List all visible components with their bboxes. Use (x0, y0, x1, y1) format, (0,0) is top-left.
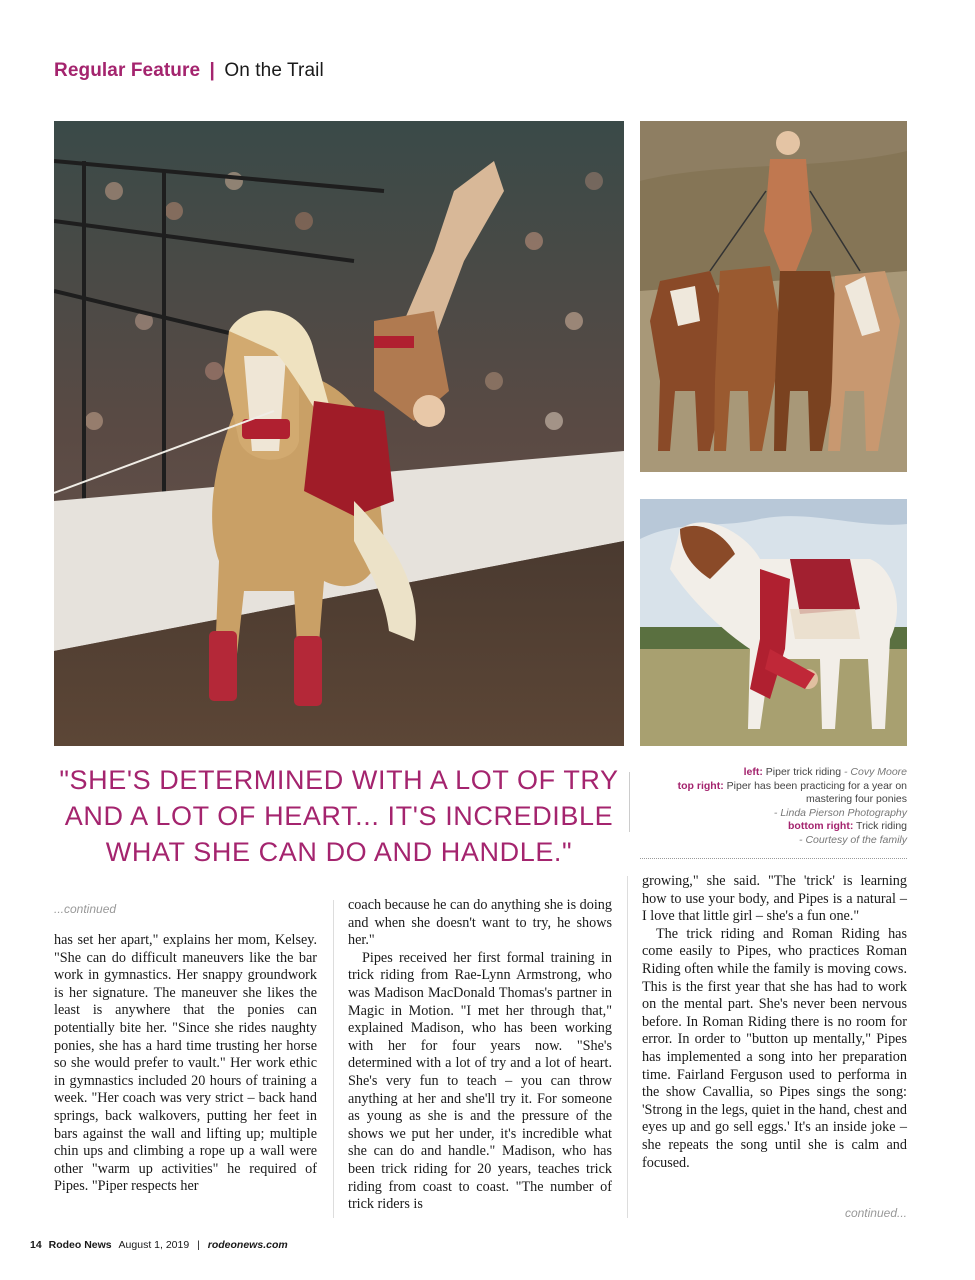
caption-left-label: left: (743, 766, 763, 778)
photo-captions (640, 766, 907, 847)
top-right-photo (640, 121, 907, 472)
caption-left-text: Piper trick riding (765, 766, 842, 778)
column-divider (333, 900, 334, 1218)
issue-date: August 1, 2019 (118, 1239, 190, 1251)
col3-paragraph-2: The trick riding and Roman Riding has come easily to Pipes, who practices Roman Riding often while the family is moving cows. This is the first year that she has had to work on the mental part. She's never been nervous before. In Roman Riding there is no room for error. In order to "button up mentally," Pipes has implemented a song into her preparation time. Fairland Ferguson used to performa in the show Cavallia, so Pipes sings the song: 'Strong in the legs, quiet in the hand, chest and eyes up and go sell eggs.' It's an inside joke – she repeats the song until she is calm and focused. (642, 925, 907, 1171)
website-link[interactable]: rodeonews.com (207, 1239, 288, 1251)
col2-paragraph-2: Pipes received her first formal training in trick riding from Rae-Lynn Armstrong, who was Madison MacDonald Thomas's partner in Magic in Motion. "I met her through that," explained Madison, who has been working with her for four years now. "She's determined with a lot of try and a lot of heart. She's very fun to teach – you can throw anything at her and she'll try it. For someone as young as she is and the pressure of the shows we put her under, it's incredible what she can do and handle." Madison, who has been trick riding for 20 years, teaches trick riding from coast to coast. "The number of trick riders is (348, 949, 612, 1213)
page-footer (30, 1239, 288, 1251)
caption-bottom-right-credit: - Courtesy of the family (799, 833, 907, 846)
main-photo (54, 121, 624, 746)
caption-left (640, 766, 907, 780)
caption-divider (629, 772, 630, 832)
continued-marker-top: ...continued (54, 902, 117, 916)
feature-label: Regular Feature (54, 60, 201, 81)
article-column-3 (642, 873, 907, 1172)
magazine-name: Rodeo News (48, 1239, 112, 1251)
column-divider (627, 876, 628, 1218)
caption-left-credit: - Covy Moore (843, 766, 907, 778)
section-header (54, 60, 324, 82)
article-column-1 (54, 932, 317, 1196)
footer-separator: | (197, 1239, 200, 1251)
caption-top-right-credit: - Linda Pierson Photography (773, 806, 907, 819)
page-number: 14 (30, 1239, 42, 1251)
col1-paragraph: has set her apart," explains her mom, Kelsey. "She can do difficult maneuvers like the bar work in gymnastics. Her snappy groundwork is her signature. The maneuver she likes the least is anywhere that the ponies can potentially bite her. "Since she rides naughty ponies, she has a hard time trusting her horse so she would prefer to vault." Her work ethic in gymnastics included 20 hours of training a week. "Her coach was very strict – back hand springs, back walkovers, putting her feet in bars against the wall and lifting up; multiple chin ups and climbing a rope up a wall were other "warm up activities" he required of Pipes. "Piper respects her (54, 932, 317, 1195)
caption-bottom-right (640, 820, 907, 834)
bottom-right-photo (640, 499, 907, 746)
caption-top-right (640, 780, 907, 807)
pull-quote: "SHE'S DETERMINED WITH A LOT OF TRY AND A LOT OF HEART... IT'S INCREDIBLE WHAT SHE CAN DO AND HANDLE." (59, 765, 619, 867)
caption-bottom-right-text: Trick riding (856, 820, 907, 832)
continued-marker-bottom: continued... (844, 1206, 907, 1220)
caption-bottom-right-label: bottom right: (788, 820, 854, 832)
col3-paragraph-1: growing," she said. "The 'trick' is learning how to use your body, and Pipes is a natural – I love that little girl – she's a fun one." (642, 873, 907, 925)
caption-top-right-text: Piper has been practicing for a year on mastering four ponies (726, 779, 907, 805)
section-subtitle: On the Trail (224, 60, 324, 81)
caption-top-right-label: top right: (677, 779, 724, 792)
col2-paragraph-1: coach because he can do anything she is doing and when she doesn't want to try, he shows her." (348, 897, 612, 949)
header-separator: | (209, 60, 215, 81)
caption-dotted-rule (640, 858, 907, 859)
article-column-2 (348, 897, 612, 1214)
